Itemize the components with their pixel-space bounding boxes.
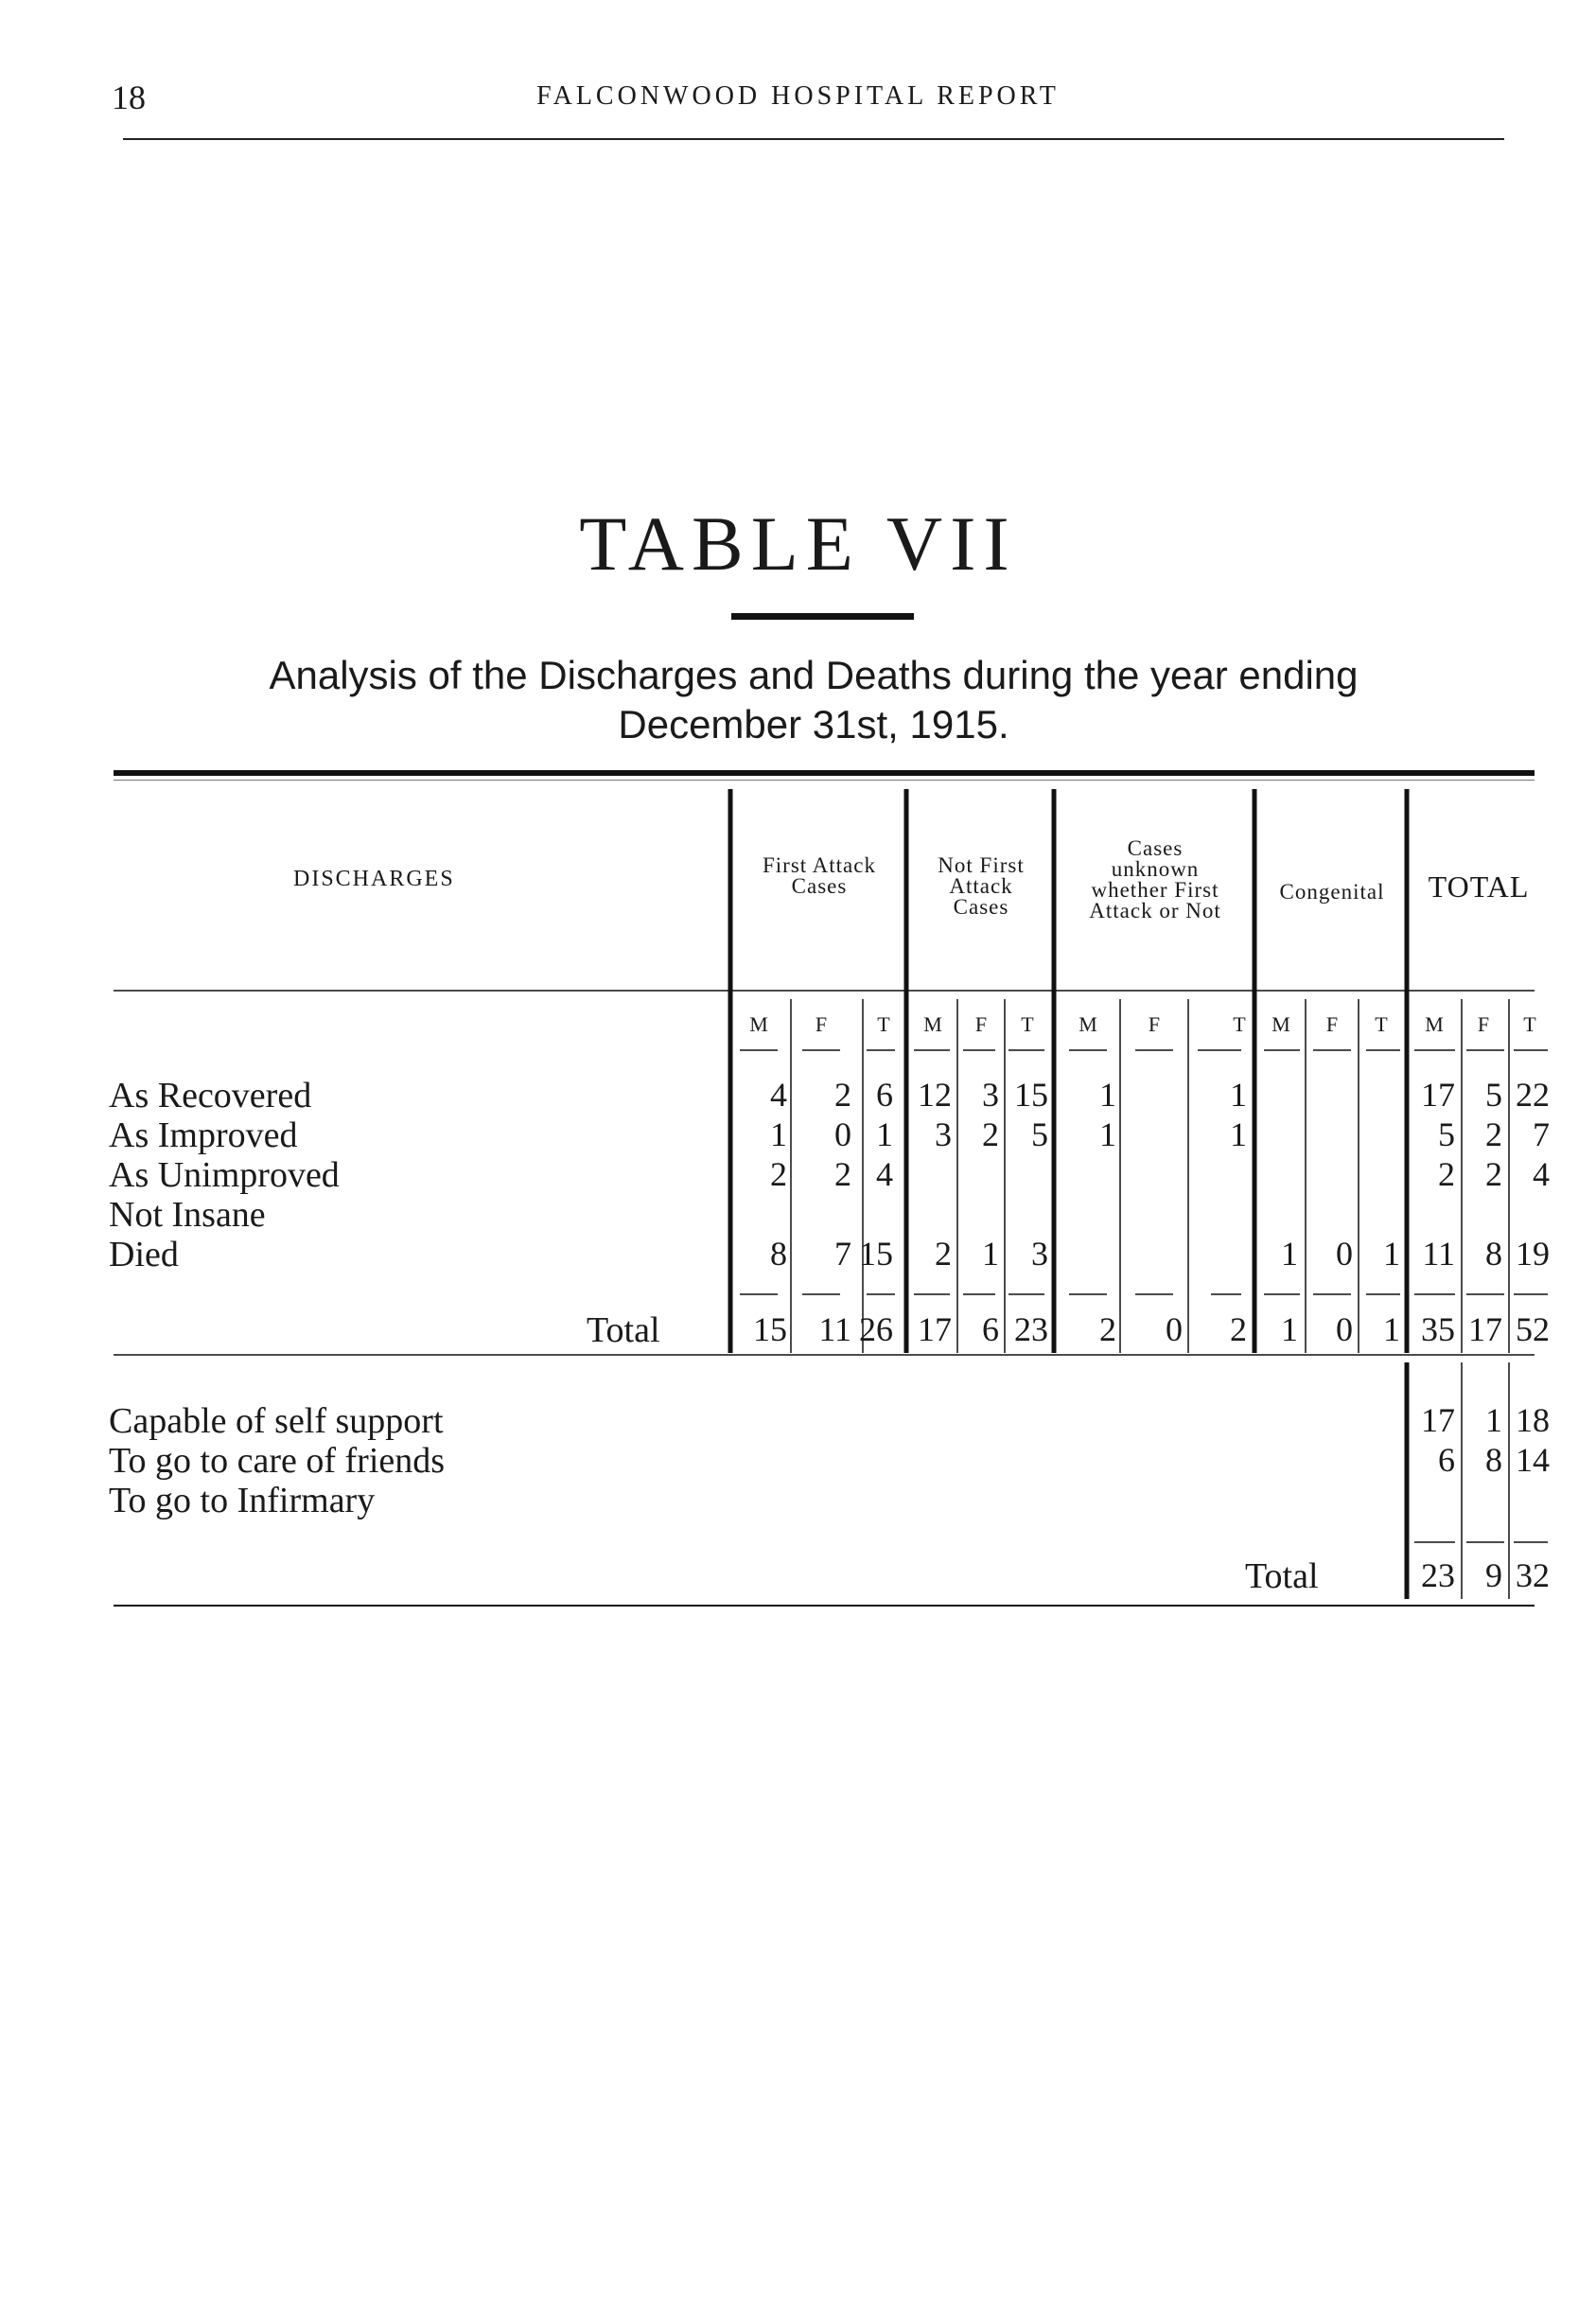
header-line: Cases bbox=[1127, 836, 1184, 860]
table-cell: 15 bbox=[1014, 1076, 1048, 1114]
table-cell: 6 bbox=[1438, 1441, 1455, 1479]
sub-header: M bbox=[1079, 1012, 1097, 1036]
group-header-first-attack bbox=[734, 855, 904, 897]
table-cell: 5 bbox=[1438, 1115, 1455, 1153]
table-cell: 0 bbox=[1336, 1235, 1353, 1273]
group-header-not-first-attack bbox=[910, 855, 1052, 918]
total-cell: 23 bbox=[1421, 1556, 1455, 1594]
sub-header: F bbox=[1325, 1012, 1339, 1036]
page-number: 18 bbox=[112, 79, 146, 116]
table-cell: 8 bbox=[1485, 1441, 1502, 1479]
header-line: whether First bbox=[1091, 878, 1219, 902]
total-cell: 17 bbox=[1468, 1310, 1502, 1348]
total-cell: 0 bbox=[1336, 1310, 1353, 1348]
table-cell: 15 bbox=[859, 1235, 893, 1273]
total-cell: 32 bbox=[1516, 1556, 1550, 1594]
table-cell: 2 bbox=[770, 1155, 787, 1193]
sub-header: M bbox=[749, 1012, 768, 1036]
total-cell: 23 bbox=[1014, 1310, 1048, 1348]
table-cell: 2 bbox=[834, 1155, 851, 1193]
table-cell: 2 bbox=[1485, 1155, 1502, 1193]
group-header-unknown bbox=[1058, 838, 1253, 922]
sub-header: T bbox=[877, 1012, 890, 1036]
table-cell: 14 bbox=[1516, 1441, 1550, 1479]
table-cell: 19 bbox=[1516, 1235, 1550, 1273]
table-cell: 1 bbox=[876, 1115, 893, 1153]
table-cell: 1 bbox=[1485, 1401, 1502, 1439]
group-header-total bbox=[1410, 869, 1548, 904]
sub-header: M bbox=[923, 1012, 942, 1036]
table-cell: 1 bbox=[1099, 1115, 1116, 1153]
sub-header: T bbox=[1523, 1012, 1536, 1036]
header-line: Not First bbox=[938, 853, 1025, 877]
sub-header: F bbox=[1148, 1012, 1161, 1036]
total-cell: 1 bbox=[1383, 1310, 1400, 1348]
table-cell: 7 bbox=[1533, 1115, 1550, 1153]
table-cell: 2 bbox=[1485, 1115, 1502, 1153]
row-label-recovered: As Recovered bbox=[109, 1076, 312, 1115]
sub-header: F bbox=[974, 1012, 988, 1036]
table-cell: 17 bbox=[1421, 1401, 1455, 1439]
table-cell: 4 bbox=[1533, 1155, 1550, 1193]
table-cell: 8 bbox=[1485, 1235, 1502, 1273]
table-cell: 4 bbox=[876, 1155, 893, 1193]
header-line: Congenital bbox=[1279, 880, 1385, 904]
total-label: Total bbox=[587, 1310, 660, 1350]
table-cell: 11 bbox=[1422, 1235, 1455, 1273]
group-header-congenital bbox=[1258, 882, 1406, 903]
table-cell: 18 bbox=[1516, 1401, 1550, 1439]
sub-header: M bbox=[1425, 1012, 1444, 1036]
sub-header: F bbox=[815, 1012, 828, 1036]
row-label-infirmary: To go to Infirmary bbox=[109, 1481, 376, 1520]
header-line: Attack bbox=[949, 874, 1013, 898]
table-cell: 3 bbox=[982, 1076, 999, 1114]
table-cell: 0 bbox=[834, 1115, 851, 1153]
total-cell: 17 bbox=[918, 1310, 952, 1348]
sub-header: T bbox=[1233, 1012, 1246, 1036]
header-line: Cases bbox=[791, 874, 848, 898]
total-cell: 15 bbox=[753, 1310, 787, 1348]
header-line: Cases bbox=[953, 895, 1009, 919]
total-cell: 1 bbox=[1281, 1310, 1298, 1348]
total-cell: 35 bbox=[1421, 1310, 1455, 1348]
table-cell: 1 bbox=[982, 1235, 999, 1273]
total-cell: 0 bbox=[1166, 1310, 1183, 1348]
running-header: FALCONWOOD HOSPITAL REPORT bbox=[536, 81, 1060, 111]
row-label-not-insane: Not Insane bbox=[109, 1195, 266, 1235]
table-cell: 17 bbox=[1421, 1076, 1455, 1114]
table-cell: 2 bbox=[834, 1076, 851, 1114]
header-line: Attack or Not bbox=[1089, 899, 1221, 922]
header-line: First Attack bbox=[763, 853, 876, 877]
table-cell: 7 bbox=[834, 1235, 851, 1273]
table-cell: 5 bbox=[1031, 1115, 1048, 1153]
subtitle-line-1: Analysis of the Discharges and Deaths during the year ending bbox=[269, 653, 1359, 697]
header-line: unknown bbox=[1111, 857, 1200, 881]
table-cell: 22 bbox=[1516, 1076, 1550, 1114]
table-cell: 8 bbox=[770, 1235, 787, 1273]
table-cell: 1 bbox=[770, 1115, 787, 1153]
discharges-header: DISCHARGES bbox=[293, 867, 455, 891]
total-cell: 52 bbox=[1516, 1310, 1550, 1348]
header-line: TOTAL bbox=[1428, 869, 1530, 904]
total-cell: 2 bbox=[1099, 1310, 1116, 1348]
total-cell: 11 bbox=[818, 1310, 851, 1348]
total-cell: 9 bbox=[1485, 1556, 1502, 1594]
table-cell: 4 bbox=[770, 1076, 787, 1114]
table-cell: 6 bbox=[876, 1076, 893, 1114]
row-label-improved: As Improved bbox=[109, 1115, 298, 1155]
table-cell: 5 bbox=[1485, 1076, 1502, 1114]
table-cell: 3 bbox=[935, 1115, 952, 1153]
row-label-self-support: Capable of self support bbox=[109, 1401, 444, 1441]
table-cell: 1 bbox=[1281, 1235, 1298, 1273]
row-label-died: Died bbox=[109, 1235, 179, 1274]
row-label-care-of-friends: To go to care of friends bbox=[109, 1441, 446, 1481]
sub-header: M bbox=[1272, 1012, 1290, 1036]
total-cell: 26 bbox=[859, 1310, 893, 1348]
row-label-unimproved: As Unimproved bbox=[109, 1155, 340, 1195]
total-cell: 2 bbox=[1230, 1310, 1247, 1348]
table-cell: 1 bbox=[1099, 1076, 1116, 1114]
table-cell: 1 bbox=[1230, 1115, 1247, 1153]
table-cell: 2 bbox=[982, 1115, 999, 1153]
table-cell: 1 bbox=[1230, 1076, 1247, 1114]
sub-header: F bbox=[1477, 1012, 1490, 1036]
table-title: TABLE VII bbox=[579, 501, 1017, 587]
sub-header: T bbox=[1375, 1012, 1388, 1036]
table-cell: 3 bbox=[1031, 1235, 1048, 1273]
sub-header: T bbox=[1021, 1012, 1034, 1036]
table-cell: 2 bbox=[1438, 1155, 1455, 1193]
subtitle-line-2: December 31st, 1915. bbox=[618, 702, 1009, 747]
table-cell: 2 bbox=[935, 1235, 952, 1273]
table-cell: 1 bbox=[1383, 1235, 1400, 1273]
table-cell: 12 bbox=[918, 1076, 952, 1114]
bottom-total-label: Total bbox=[1245, 1556, 1319, 1596]
total-cell: 6 bbox=[982, 1310, 999, 1348]
